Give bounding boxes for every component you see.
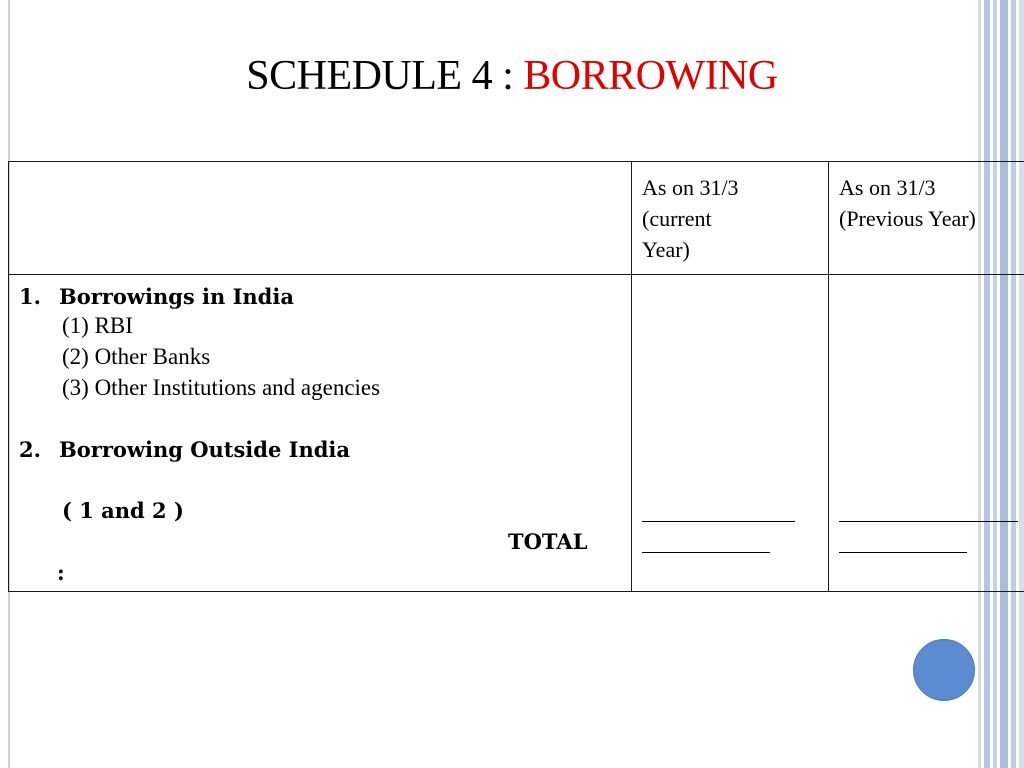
sub-item-other-institutions: (3) Other Institutions and agencies — [62, 375, 381, 400]
item-label: Borrowings in India — [59, 284, 294, 309]
current-year-value-cell — [632, 275, 829, 592]
header-current-year — [632, 162, 829, 275]
item-number: 2. — [19, 437, 41, 462]
header-previous-line: (Previous Year) — [839, 206, 976, 231]
table-header-row — [9, 162, 1024, 275]
item-label: Borrowing Outside India — [59, 437, 350, 462]
title-prefix: SCHEDULE 4 — [246, 53, 493, 99]
total-underline — [839, 552, 967, 553]
schedule-table — [8, 161, 1024, 592]
item-number: 1. — [19, 284, 41, 309]
header-previous-year — [829, 162, 1024, 275]
total-underline — [839, 521, 1018, 522]
slide-decor-circle — [913, 639, 975, 701]
total-colon: : — [57, 560, 65, 585]
header-current-line: (current — [642, 206, 712, 231]
header-description-cell — [9, 162, 632, 275]
description-cell — [9, 275, 632, 592]
header-current-line: Year) — [642, 237, 690, 262]
total-underline — [642, 521, 795, 522]
header-current-line: As on 31/3 — [642, 175, 739, 200]
sub-item-rbi: (1) RBI — [62, 313, 133, 338]
sub-item-other-banks: (2) Other Banks — [62, 344, 211, 369]
title-separator: : — [492, 53, 524, 99]
slide-title — [0, 52, 1024, 100]
previous-year-value-cell — [829, 275, 1024, 592]
item-borrowing-outside-india — [19, 437, 350, 462]
title-highlight: BORROWING — [523, 53, 778, 99]
header-previous-line: As on 31/3 — [839, 175, 936, 200]
total-underline — [642, 552, 770, 553]
total-group-label: ( 1 and 2 ) — [62, 498, 184, 523]
table-body-row — [9, 275, 1024, 592]
total-label: TOTAL — [508, 529, 588, 554]
item-borrowings-in-india — [19, 284, 294, 309]
